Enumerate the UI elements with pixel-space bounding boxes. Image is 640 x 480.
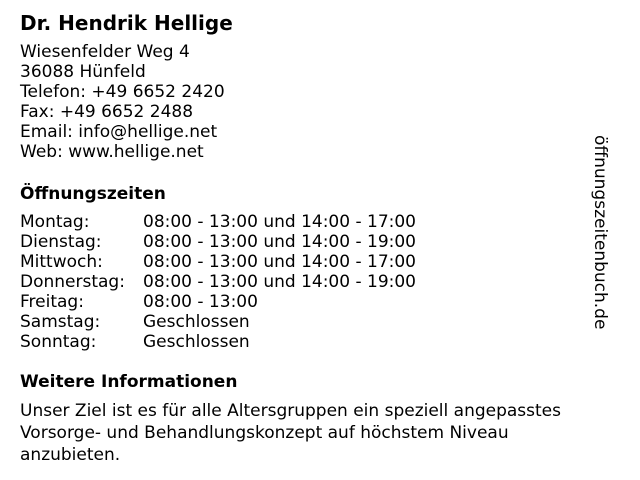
hours-row-friday: [20, 292, 610, 312]
website: Web: www.hellige.net: [20, 142, 204, 162]
fax-number: Fax: +49 6652 2488: [20, 102, 194, 122]
hours-day: Dienstag:: [20, 232, 102, 252]
hours-time: 08:00 - 13:00 und 14:00 - 19:00: [143, 232, 416, 252]
city-address: 36088 Hünfeld: [20, 62, 146, 82]
hours-row-wednesday: [20, 252, 610, 272]
hours-time: 08:00 - 13:00 und 14:00 - 17:00: [143, 252, 416, 272]
hours-time: 08:00 - 13:00: [143, 292, 258, 312]
email-address: Email: info@hellige.net: [20, 122, 218, 142]
hours-row-thursday: [20, 272, 610, 292]
hours-day: Donnerstag:: [20, 272, 125, 292]
phone-number: Telefon: +49 6652 2420: [20, 82, 225, 102]
contact-block: [20, 42, 610, 162]
site-watermark: öffnungszeitenbuch.de: [590, 135, 610, 330]
hours-time: Geschlossen: [143, 332, 250, 352]
hours-row-sunday: [20, 332, 610, 352]
hours-row-saturday: [20, 312, 610, 332]
info-heading: Weitere Informationen: [20, 372, 238, 392]
hours-heading: Öffnungszeiten: [20, 184, 166, 204]
hours-day: Freitag:: [20, 292, 84, 312]
hours-row-tuesday: [20, 232, 610, 252]
hours-day: Samstag:: [20, 312, 101, 332]
opening-hours-table: [20, 212, 610, 352]
info-text: Unser Ziel ist es für alle Altersgruppen ein speziell angepasstes Vorsorge- und Behandlungskonzept auf höchstem Niveau anzubieten.: [20, 401, 561, 465]
hours-time: Geschlossen: [143, 312, 250, 332]
hours-day: Montag:: [20, 212, 90, 232]
hours-day: Sonntag:: [20, 332, 97, 352]
hours-time: 08:00 - 13:00 und 14:00 - 17:00: [143, 212, 416, 232]
hours-day: Mittwoch:: [20, 252, 103, 272]
business-card: [20, 8, 610, 466]
business-name: Dr. Hendrik Hellige: [20, 11, 233, 35]
street-address: Wiesenfelder Weg 4: [20, 42, 190, 62]
hours-row-monday: [20, 212, 610, 232]
hours-time: 08:00 - 13:00 und 14:00 - 19:00: [143, 272, 416, 292]
